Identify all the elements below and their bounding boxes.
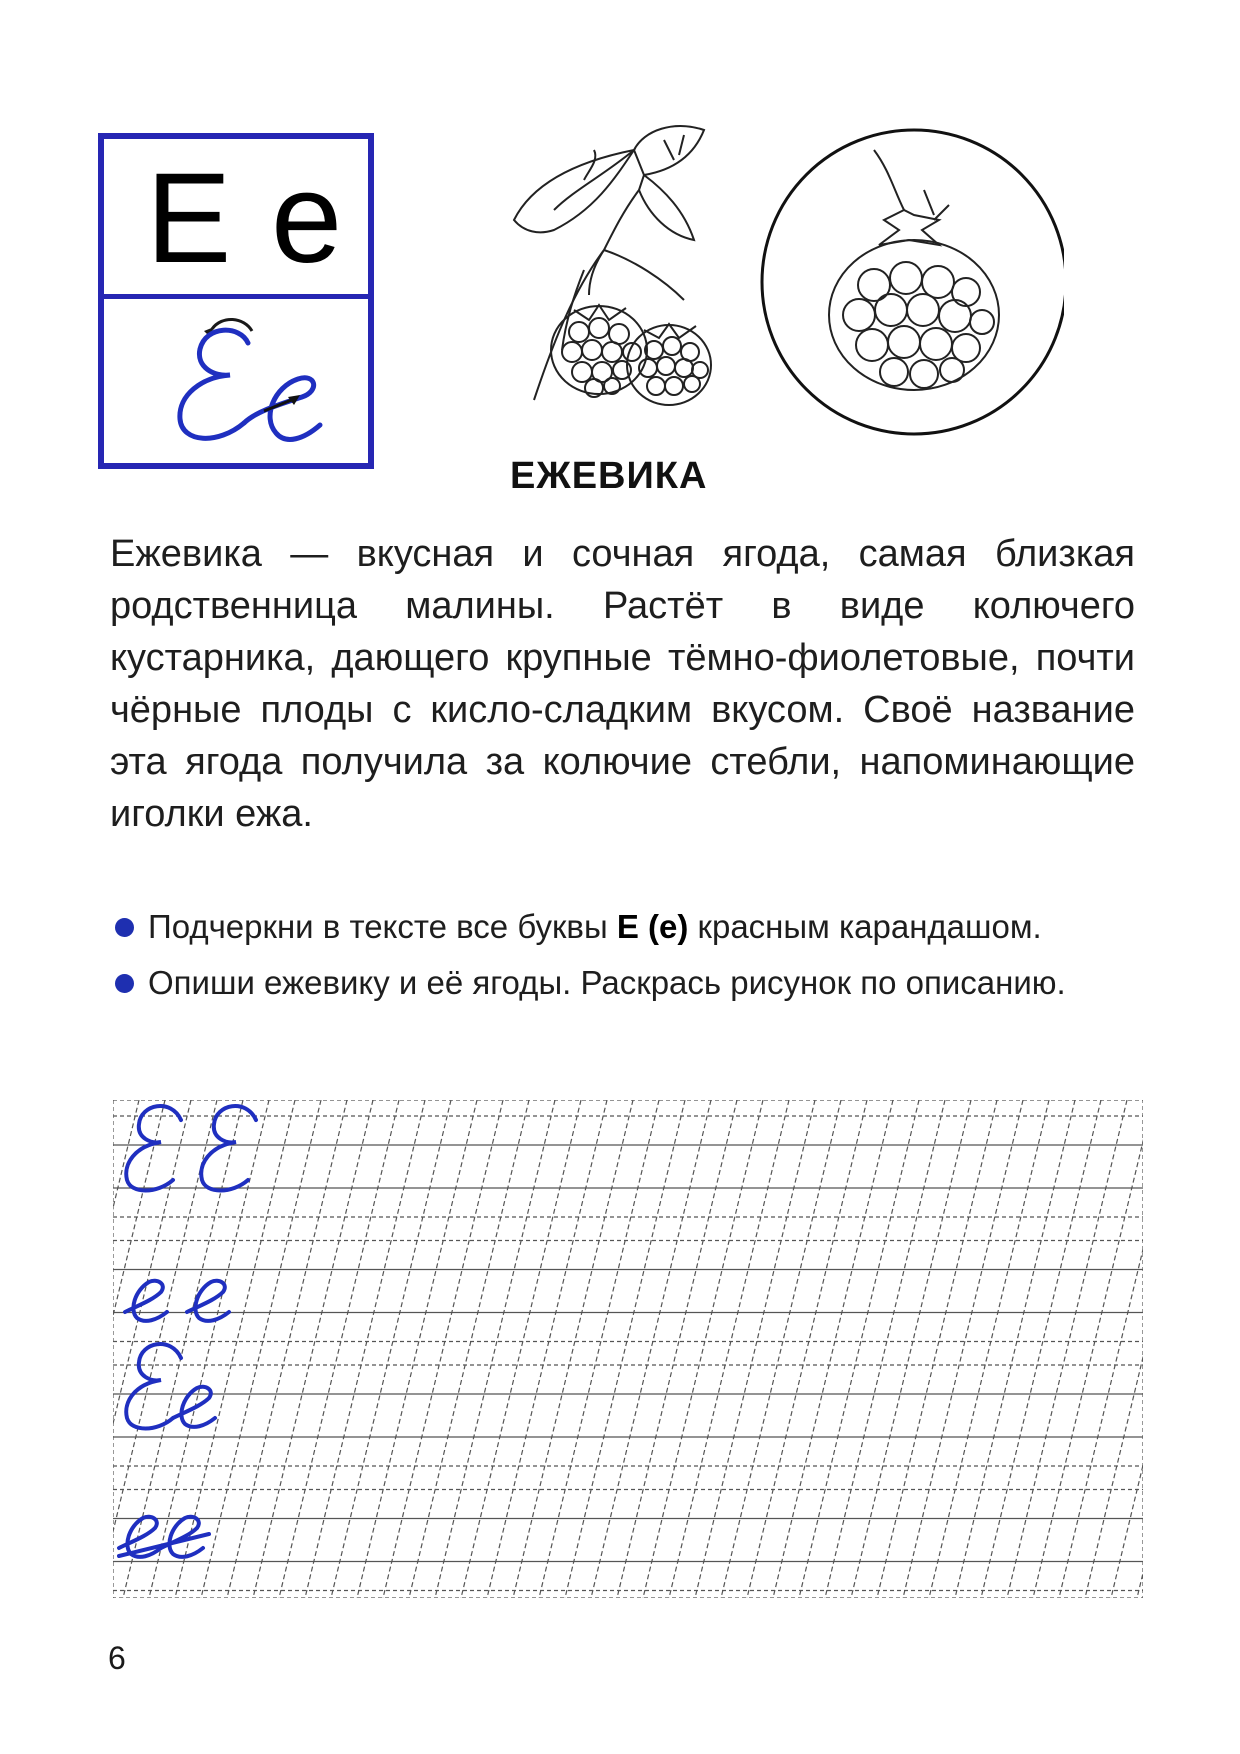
- description-paragraph: Ежевика — вкусная и сочная ягода, самая близкая родственница малины. Растёт в виде колючего кустарника, дающего крупные тёмно-фиолетовые, почти чёрные плоды с кисло-сладким вкусом. Своё название эта ягода получила за колючие стебли, напоминающие иголки ежа.: [110, 533, 1135, 835]
- page-number: 6: [108, 1640, 126, 1676]
- cursive-letters-icon: [144, 307, 344, 457]
- bullet-icon: [115, 918, 134, 937]
- letter-card: [98, 133, 374, 469]
- blackberry-illustration-icon: [494, 120, 1064, 440]
- copybook-grid: [113, 1100, 1143, 1598]
- task-list: [115, 905, 1135, 1017]
- print-letters: Е е: [104, 139, 368, 299]
- task-item: Подчеркни в тексте все буквы Е (е) красным карандашом.: [115, 905, 1135, 949]
- cursive-small-e-icon: [125, 1281, 229, 1321]
- cursive-e-pair-icon: [126, 1344, 215, 1428]
- task-item: Опиши ежевику и её ягоды. Раскрась рисунок по описанию.: [115, 961, 1135, 1005]
- bullet-icon: [115, 974, 134, 993]
- page-title: ЕЖЕВИКА: [510, 455, 708, 497]
